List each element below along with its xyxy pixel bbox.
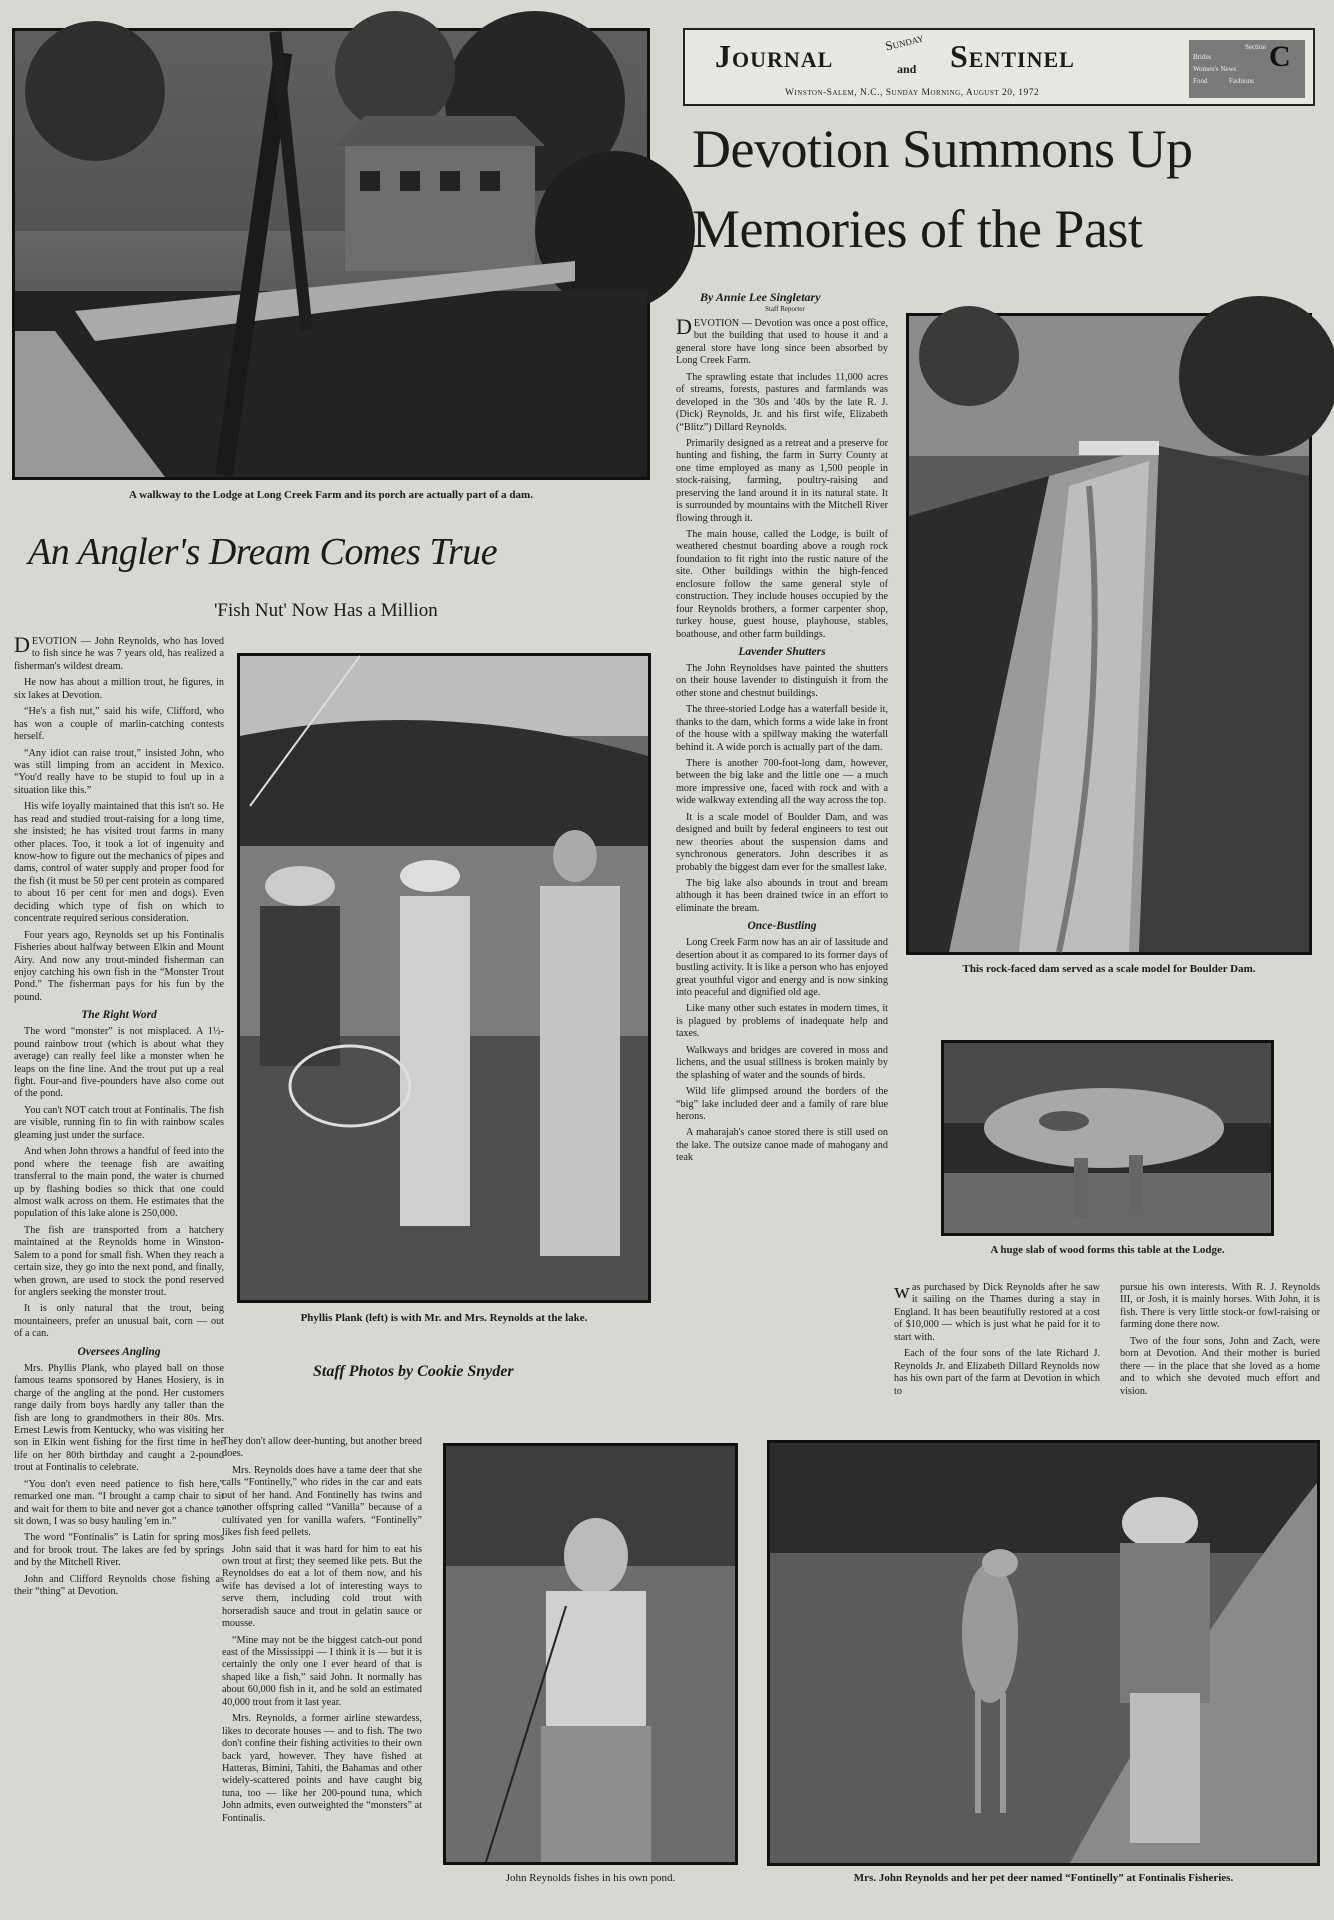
angler-para: “Any idiot can raise trout,” insisted John, who was still limping from an accident in Mexico. “You'd really have to be stupid to foul up in a situation like this.” bbox=[14, 747, 224, 796]
angler-column-2 bbox=[222, 1436, 422, 1881]
devotion-para: It is a scale model of Boulder Dam, and was designed and built by federal engineers to test out new theories about the suspension dams and synchronous generators. John describes it as probably the biggest dam ever for the smallest lake. bbox=[676, 811, 888, 873]
devotion-para: Long Creek Farm now has an air of lassitude and desertion about it as compared to its former days of bustling activity. It is like a person who has enjoyed great youthful vigor and energy and is now sinking into peaceful and dignified old age. bbox=[676, 937, 888, 999]
devotion-para: There is another 700-foot-long dam, however, between the big lake and the little one — a much more impressive one, faced with rock and with a wide walkway extending all the way across the top. bbox=[676, 758, 888, 807]
masthead-sunday: Sunday bbox=[883, 29, 926, 54]
angler-para: Four years ago, Reynolds set up his Fontinalis Fisheries about halfway between Elkin and Mount Airy. And now any trout-minded fisherman can enjoy catching his own fish in the “Monster Trout Pond.” The fisherman pays for his fun by the pound. bbox=[14, 929, 224, 1003]
devotion-byline: By Annie Lee Singletary bbox=[700, 290, 821, 304]
staff-photo-credit: Staff Photos by Cookie Snyder bbox=[313, 1363, 514, 1380]
dam-photo-caption: This rock-faced dam served as a scale model for Boulder Dam. bbox=[962, 963, 1256, 975]
masthead-and: and bbox=[897, 62, 917, 76]
devotion-para: Walkways and bridges are covered in moss and lichens, and the usual stillness is broken mainly by the splashing of water and the sounds of birds. bbox=[676, 1044, 888, 1081]
angler-para: John and Clifford Reynolds chose fishing as their “thing” at Devotion. bbox=[14, 1573, 224, 1598]
subhead-once-bustling: Once-Bustling bbox=[747, 920, 817, 933]
angler-para: He now has about a million trout, he figures, in six lakes at Devotion. bbox=[14, 677, 224, 701]
boulder-dam-model-photo bbox=[906, 313, 1312, 955]
masthead-dateline: Winston-Salem, N.C., Sunday Morning, August 20, 1972 bbox=[785, 88, 1040, 98]
section-item-food: Food bbox=[1193, 77, 1208, 85]
angler-subheadline: 'Fish Nut' Now Has a Million bbox=[214, 600, 438, 621]
section-letter: C bbox=[1269, 40, 1291, 73]
angler-para: DEVOTION — John Reynolds, who has loved to fish since he was 7 years old, has realized a fisherman's wildest dream. bbox=[14, 632, 224, 672]
angler-para: Mrs. Phyllis Plank, who played ball on those famous teams sponsored by Hanes Hosiery, is in charge of the angling at the pond. Her customers range daily from boys hardly any taller than the fish are long to grandmothers in their 80s. Mrs. Ernest Lewis from Kentucky, who was visiting her son in Elkin went fishing for the first time in her life on her 80th birthday and caught a 2-pound trout at Fontinalis to celebrate. bbox=[14, 1362, 224, 1474]
wood-table-photo bbox=[941, 1040, 1274, 1236]
angler-para: The word “Fontinalis” is Latin for spring moss and for brook trout. The lakes are fed by springs and by the Mitchell River. bbox=[14, 1532, 224, 1569]
devotion-para: A maharajah's canoe stored there is still used on the lake. The outsize canoe made of mahogany and teak bbox=[676, 1127, 888, 1164]
lake-photo-caption: Phyllis Plank (left) is with Mr. and Mrs. Reynolds at the lake. bbox=[300, 1312, 588, 1324]
angler-para: John said that it was hard for him to eat his own trout at first; they seemed like pets. But the Reynoldses do eat a lot of them now, and his wife has devised a lot of interesting ways to serve them, including cold trout with horseradish sauce and trout in gelatin sauce or mousse. bbox=[222, 1543, 422, 1630]
devotion-headline-line2: Memories of the Past bbox=[692, 199, 1143, 259]
angler-para: “He's a fish nut,” said his wife, Clifford, who has won a couple of marlin-catching contests herself. bbox=[14, 706, 224, 743]
angler-headline: An Angler's Dream Comes True bbox=[28, 531, 498, 573]
subhead-right-word: The Right Word bbox=[81, 1009, 157, 1022]
section-label: Section bbox=[1245, 43, 1266, 51]
devotion-para: The three-storied Lodge has a waterfall beside it, thanks to the dam, which forms a wide lake in front of the house with a spillway making the waterfall behind it. A wide porch is actually part of the dam. bbox=[676, 704, 888, 753]
devotion-para: Wild life glimpsed around the borders of the “big” lake included deer and a family of rare blue herons. bbox=[676, 1086, 888, 1122]
angler-column-1 bbox=[14, 632, 224, 1888]
angler-para: The fish are transported from a hatchery maintained at the Reynolds home in Winston-Salem to a pond for small fish. When they reach a certain size, they go into the next pond, and finally, when grown, are used to stock the pond reserved for anglers seeking the monster trout. bbox=[14, 1224, 224, 1299]
devotion-para: pursue his own interests. With R. J. Reynolds III, or Josh, it is mainly horses. With John, it is fish. There is very little stock-or fowl-raising or farming done there now. bbox=[1120, 1282, 1320, 1331]
devotion-para: The big lake also abounds in trout and bream although it has been drained twice in an effort to eliminate the bream. bbox=[676, 877, 888, 914]
subhead-oversees-angling: Oversees Angling bbox=[77, 1345, 161, 1358]
devotion-para: Each of the four sons of the late Richard J. Reynolds Jr. and Elizabeth Dillard Reynolds now has his own part of the farm at Devotion in which to bbox=[894, 1348, 1100, 1397]
angler-para: His wife loyally maintained that this isn't so. He has read and studied trout-raising for a long time, she insisted; he has visited trout farms in many other places. Too, it took a lot of ingenuity and know-how to figure out the mechanics of pipes and dams, control of water supply and proper food for the fish (it must be 50 per cent protein as compared to about 16 per cent for men and dogs). Even deciding which type of fish on which to concentrate required serious consideration. bbox=[14, 801, 224, 925]
devotion-para: The main house, called the Lodge, is built of weathered chestnut boarding above a rough rock foundation to fit right into the rustic nature of the site. Other buildings within the high-fenced enclosure follow the same general style of construction. They include houses occupied by the four Reynolds brothers, a former carpenter shop, turkey house, guest house, playhouse, stables, boathouse, and other farm buildings. bbox=[676, 529, 888, 640]
lodge-photo-caption: A walkway to the Lodge at Long Creek Farm and its porch are actually part of a dam. bbox=[129, 489, 533, 501]
masthead bbox=[683, 28, 1315, 106]
devotion-column-c bbox=[1120, 1282, 1320, 1397]
angler-para: The word “monster” is not misplaced. A 1½-pound rainbow trout (which is about what they average) can really feel like a monster when he leaps on the fine line. And the trout put up a real fight. Four-and five-pounders have also come out of the pond. bbox=[14, 1026, 224, 1100]
lake-fishing-group-photo bbox=[237, 653, 651, 1303]
angler-para: Mrs. Reynolds, a former airline stewardess, likes to decorate houses — and to fish. The two don't confine their fishing activities to their own back yard, however. They have fished at Hatteras, Bimini, Tahiti, the Bahamas and other widely-scattered points and have caught big tuna, too — like her 200-pound tuna, which John admits, even outweighted the “monsters” at Fontinalis. bbox=[222, 1713, 422, 1824]
devotion-para: was purchased by Dick Reynolds after he saw it sailing on the Thames during a stay in England. It has been beautifully restored at a cost of $10,000 — which is just what he paid for it to start with. bbox=[894, 1278, 1100, 1343]
devotion-column-b bbox=[894, 1278, 1100, 1397]
angler-para: “Mine may not be the biggest catch-out pond east of the Mississippi — I think it is — but it is certainly the only one I ever heard of that is shaped like a fish,” said John. It normally has about 60,000 fish in it, and he sold an estimated 40,000 trout from it last year. bbox=[222, 1634, 422, 1708]
angler-para: They don't allow deer-hunting, but another breed does. bbox=[222, 1436, 422, 1460]
devotion-para: Two of the four sons, John and Zach, were born at Devotion. And their mother is buried there — in the place that she loved as a home and to which she devoted much effort and vision. bbox=[1120, 1335, 1320, 1397]
subhead-lavender-shutters: Lavender Shutters bbox=[738, 645, 826, 658]
angler-para: “You don't even need patience to fish here,” remarked one man. “I brought a camp chair to sit and wait for them to bite and never got a chance to sit down, I was so busy hauling 'em in.” bbox=[14, 1478, 224, 1528]
devotion-para: Like many other such estates in modern times, it is plagued by problems of inadequate help and taxes. bbox=[676, 1003, 888, 1040]
john-reynolds-fishing-photo bbox=[443, 1443, 738, 1865]
devotion-byline-sub: Staff Reporter bbox=[765, 305, 805, 313]
devotion-para: DEVOTION — Devotion was once a post office, but the building that used to house it and a general store have long since been absorbed by Long Creek Farm. bbox=[676, 314, 888, 367]
lodge-dam-photo bbox=[12, 28, 650, 480]
fishing-photo-caption: John Reynolds fishes in his own pond. bbox=[505, 1872, 676, 1884]
angler-para: It is only natural that the trout, being mountaineers, prefer an unusual bait, corn — out of a can. bbox=[14, 1303, 224, 1340]
masthead-journal: Journal bbox=[715, 38, 834, 74]
angler-para: Mrs. Reynolds does have a tame deer that she calls “Fontinelly,” who rides in the car and eats out of her hand. And Fontinelly has twins and another offspring called “Vanilla” because of a cultivated yen for vanilla wafers. “Fontinelly” likes fish feed pellets. bbox=[222, 1464, 422, 1539]
devotion-para: Primarily designed as a retreat and a preserve for hunting and fishing, the farm in Surry County at one time employed as many as 1,500 people in stock-raising, farming, poultry-raising and preserving the land around it in its natural state. It is surrounded by mountains with the Mitchell River flowing through it. bbox=[676, 437, 888, 524]
devotion-headline-line1: Devotion Summons Up bbox=[692, 119, 1193, 179]
devotion-para: The sprawling estate that includes 11,000 acres of streams, forests, pastures and farmlands was developed in the '30s and '40s by the late R. J. (Dick) Reynolds, Jr. and his first wife, Elizabeth (“Blitz”) Dillard Reynolds. bbox=[676, 371, 888, 433]
deer-photo-caption: Mrs. John Reynolds and her pet deer named “Fontinelly” at Fontinalis Fisheries. bbox=[853, 1872, 1234, 1884]
section-item-fashions: Fashions bbox=[1229, 77, 1254, 85]
angler-para: You can't NOT catch trout at Fontinalis. The fish are visible, running fin to fin with rainbow scales gleaming just under the surface. bbox=[14, 1104, 224, 1141]
pet-deer-photo bbox=[767, 1440, 1320, 1866]
masthead-sentinel: Sentinel bbox=[950, 38, 1075, 74]
section-item-womens-news: Women's News bbox=[1193, 65, 1237, 73]
angler-para: And when John throws a handful of feed into the pond where the teenage fish are awaiting transferral to the main pond, the water is churned up by flashing bodies so thick that one could almost walk across on them. He estimates that the population of this lake alone is 250,000. bbox=[14, 1146, 224, 1220]
table-photo-caption: A huge slab of wood forms this table at the Lodge. bbox=[990, 1244, 1225, 1256]
section-item-brides: Brides bbox=[1193, 53, 1212, 61]
devotion-para: The John Reynoldses have painted the shutters on their house lavender to distinguish it from the other stone and chestnut buildings. bbox=[676, 662, 888, 699]
